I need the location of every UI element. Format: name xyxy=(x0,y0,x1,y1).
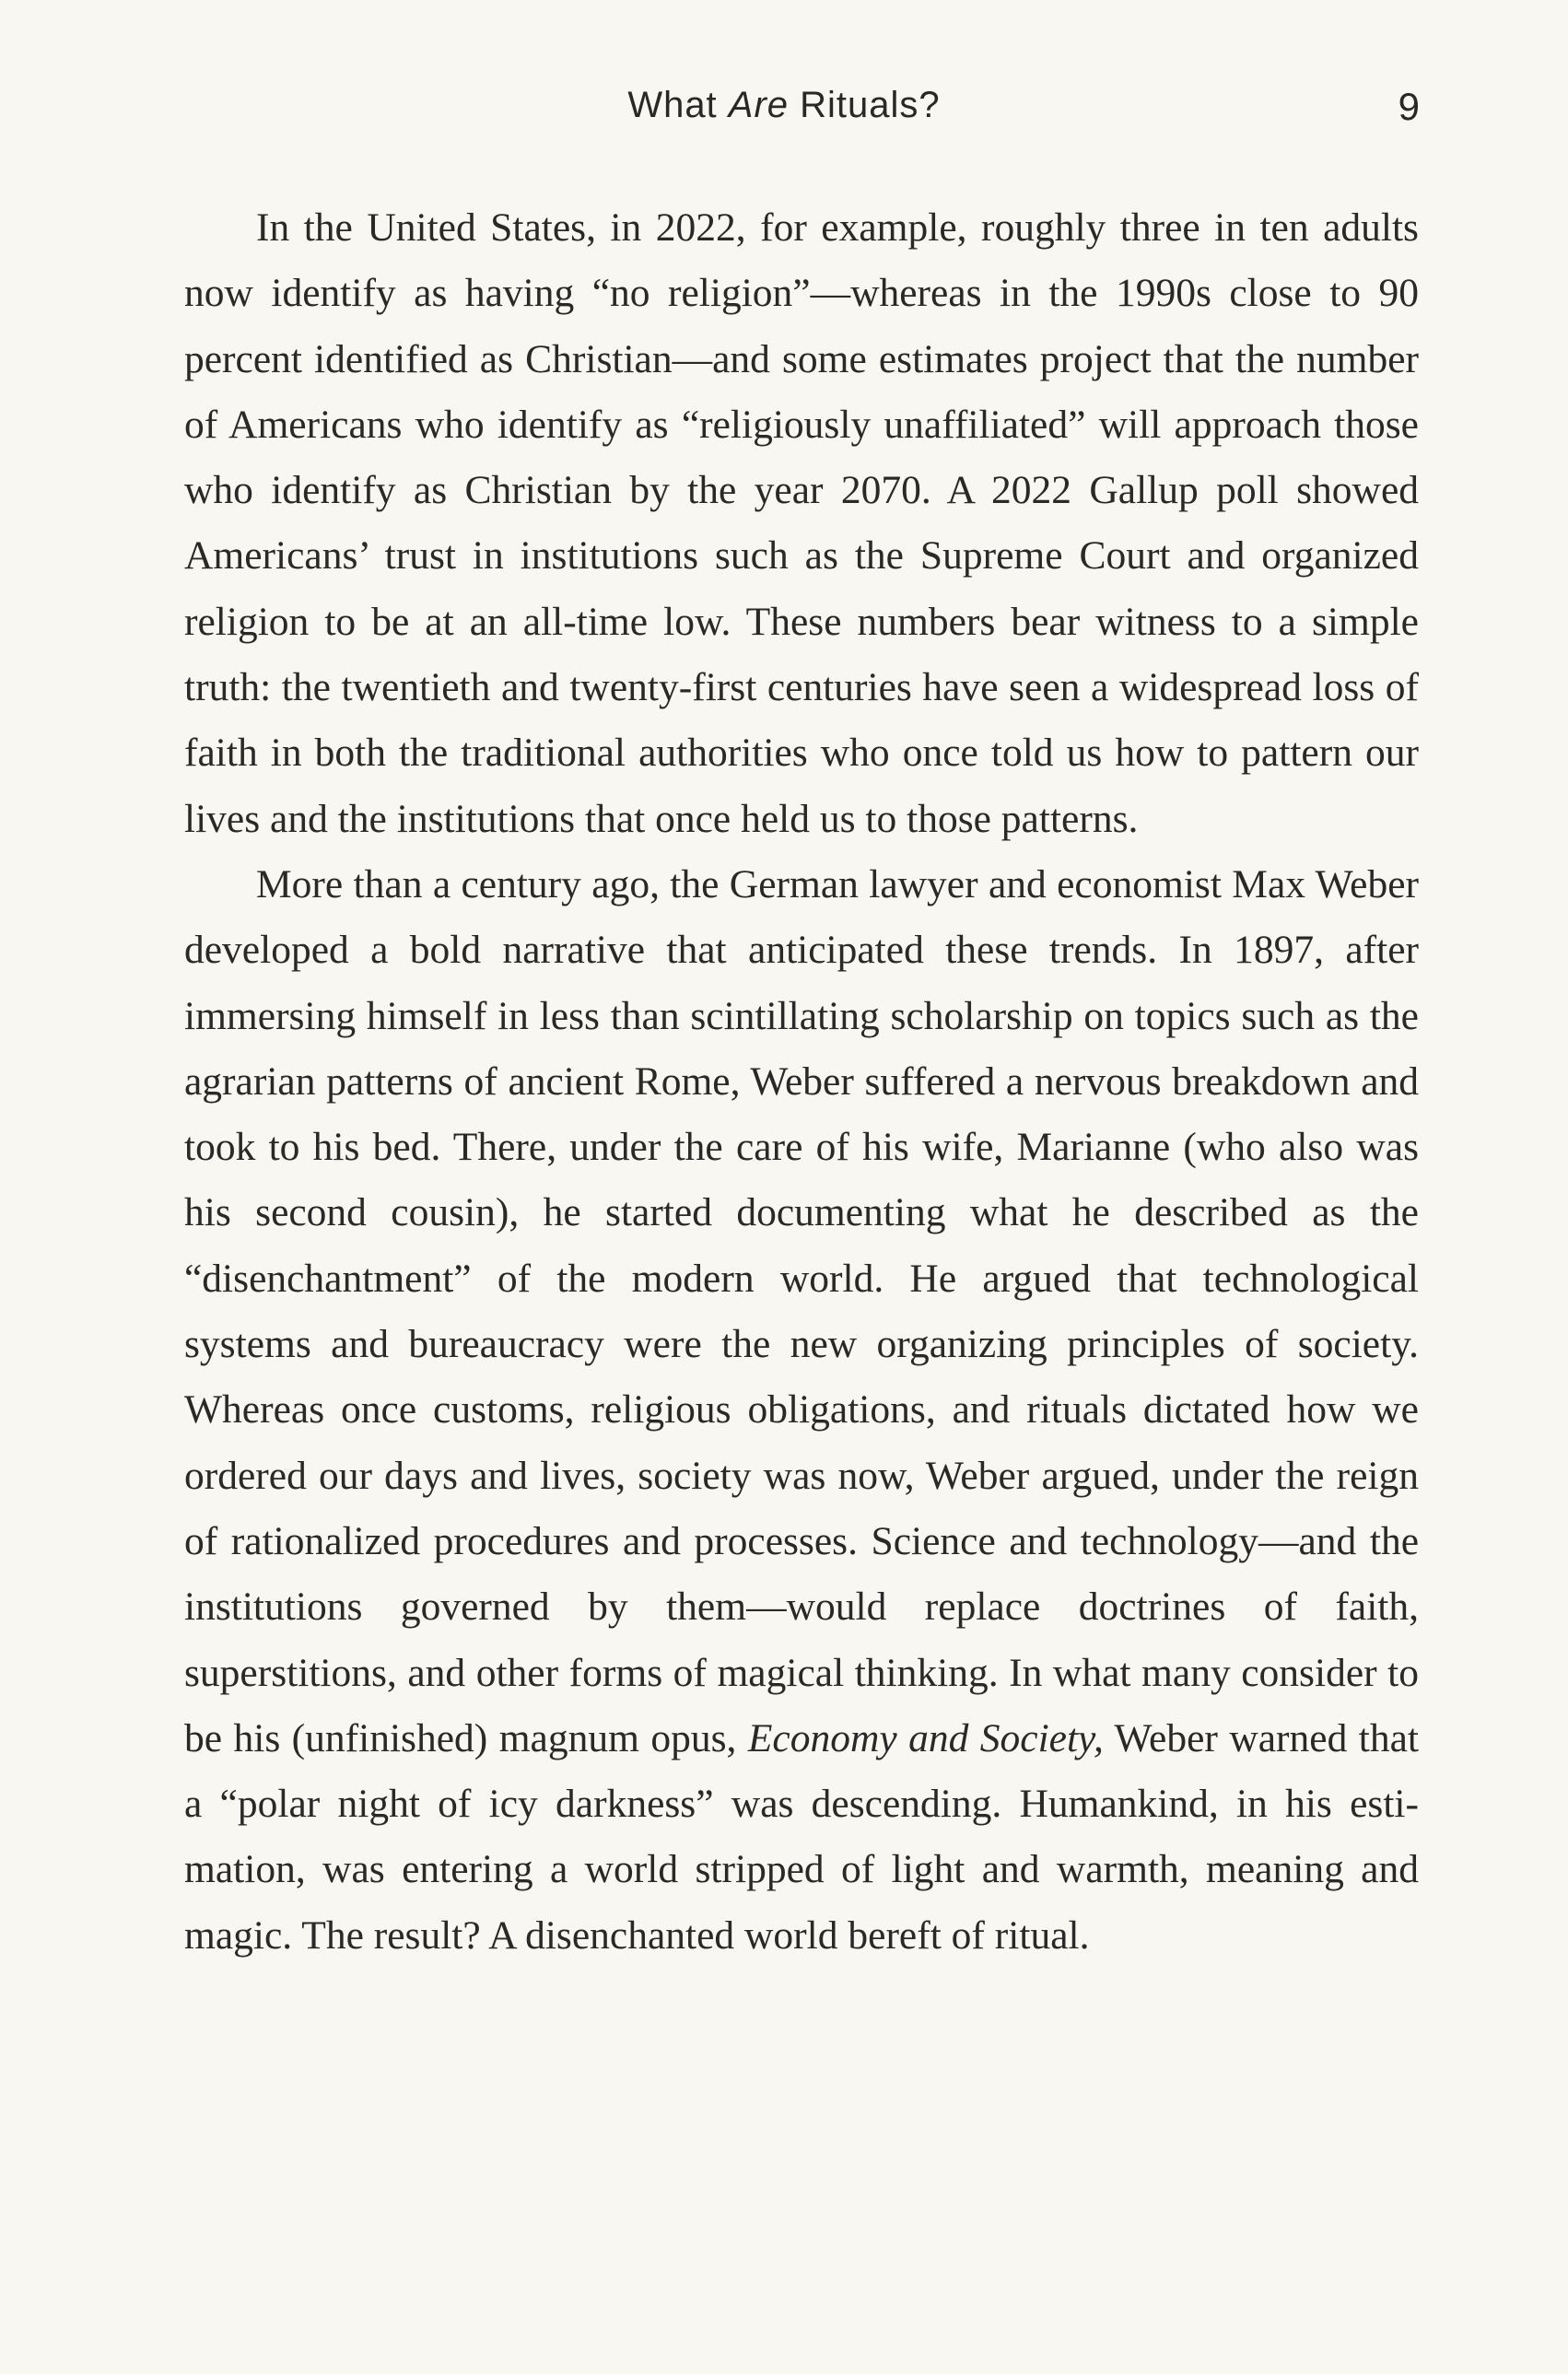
running-title-start: What xyxy=(627,85,729,125)
running-title-italic: Are xyxy=(728,85,790,125)
page-number: 9 xyxy=(1398,85,1421,128)
running-title-end: Rituals? xyxy=(789,85,941,125)
paragraph-2 xyxy=(184,852,1419,1969)
running-title xyxy=(0,85,1568,126)
paragraph-1: In the United States, in 2022, for example, roughly three in ten adults now identify as having “no religion”—whereas in the 1990s close to 90 percent identified as Christian—and some estimates project that the number of Americans who identify as “religiously unaffiliated” will approach those who identify as Christian by the year 2070. A 2022 Gallup poll showed Americans’ trust in institutions such as the Supreme Court and organized religion to be at an all-time low. These numbers bear witness to a simple truth: the twentieth and twenty-first centuries have seen a widespread loss of faith in both the traditional authorities who once told us how to pattern our lives and the institutions that once held us to those patterns. xyxy=(184,205,1419,841)
book-title: Economy and Society, xyxy=(747,1715,1104,1760)
paragraph-2-start: More than a century ago, the German lawyer and economist Max Weber developed a bold narrative that anticipated these trends. In 1897, after immersing himself in less than scintillating scholarship on topics such as the agrarian patterns of ancient Rome, Weber suffered a nervous breakdown and took to his bed. There, under the care of his wife, Marianne (who also was his second cousin), he started documenting what he described as the “disenchantment” of the modern world. He argued that technological systems and bureaucracy were the new organizing principles of society. Whereas once customs, religious obligations, and rituals dictated how we ordered our days and lives, society was now, Weber argued, under the reign of rationalized procedures and processes. Science and technology—and the institutions governed by them—would replace doctrines of faith, superstitions, and other forms of magical thinking. In what many consider to be his (unfinished) magnum opus, xyxy=(184,861,1419,1760)
running-head xyxy=(0,85,1568,140)
body-text xyxy=(184,195,1419,1969)
paragraph-2-end: Weber warned that a “polar night of icy darkness” was descending. Humankind, in his estimation, was entering a world stripped of light and warmth, meaning and magic. The result? A disenchanted world bereft of ritual. xyxy=(184,1715,1419,1958)
